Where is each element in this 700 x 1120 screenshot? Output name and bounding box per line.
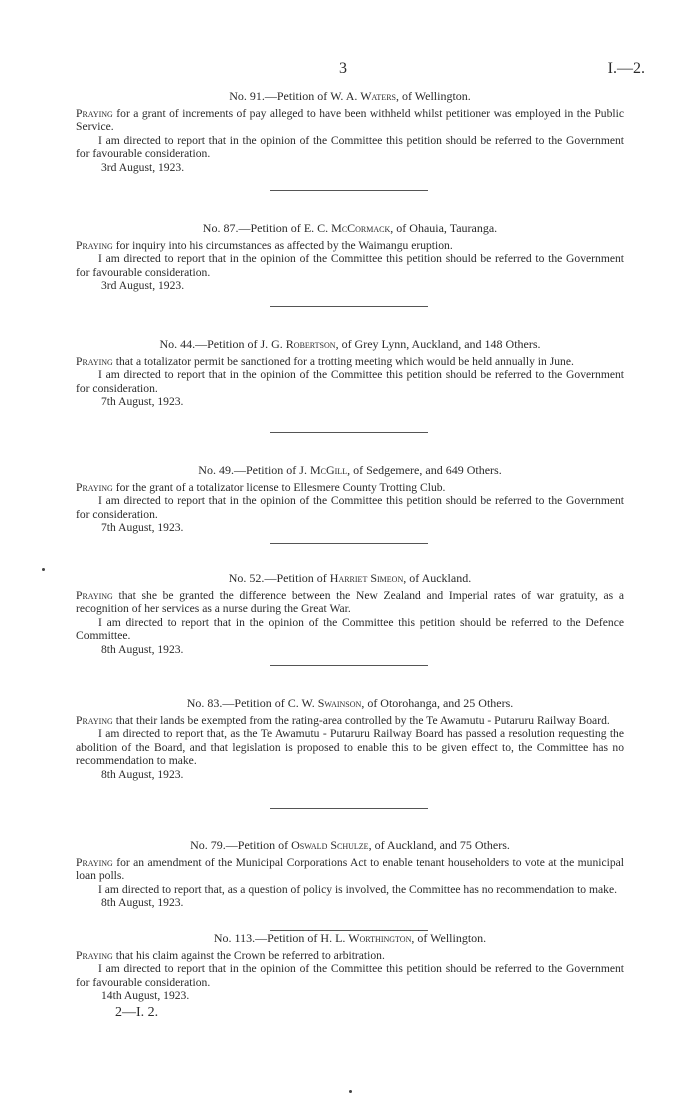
petition-report: I am directed to report that in the opinion of the Committee this petition should be referred to the Government for favourable consideration. bbox=[76, 962, 624, 989]
petition-prayer: Praying for an amendment of the Municipal Corporations Act to enable tenant householders to vote at the municipal loan polls. bbox=[76, 855, 624, 883]
page-number: 3 bbox=[339, 60, 347, 77]
section-divider bbox=[270, 665, 428, 666]
petition-date: 8th August, 1923. bbox=[101, 642, 184, 656]
petition-prayer: Praying for a grant of increments of pay alleged to have been withheld whilst petitioner was employed in the Public Service. bbox=[76, 106, 624, 134]
petition-heading: No. 52.—Petition of Harriet Simeon, of Auckland. bbox=[228, 571, 472, 585]
ink-speck bbox=[349, 1090, 352, 1093]
document-reference: I.—2. bbox=[607, 60, 645, 77]
petition-date: 8th August, 1923. bbox=[101, 896, 184, 910]
petition-date: 3rd August, 1923. bbox=[101, 160, 185, 174]
petition-entry bbox=[76, 572, 624, 657]
petition-date: 3rd August, 1923. bbox=[101, 279, 185, 293]
petition-date: 8th August, 1923. bbox=[101, 767, 184, 781]
petition-report: I am directed to report that, as the Te Awamutu - Putaruru Railway Board has passed a resolution requesting the abolition of the Board, and that legislation is proposed to enable this to be given effect to, the Committee has no recommendation to make. bbox=[76, 727, 624, 768]
petition-entry bbox=[76, 932, 624, 1003]
petition-report: I am directed to report that in the opinion of the Committee this petition should be referred to the Government for consideration. bbox=[76, 494, 624, 521]
section-divider bbox=[270, 432, 428, 433]
petition-heading: No. 87.—Petition of E. C. McCormack, of Ohauia, Tauranga. bbox=[202, 221, 498, 235]
petition-entry bbox=[76, 697, 624, 782]
petition-report: I am directed to report that in the opinion of the Committee this petition should be referred to the Government for consideration. bbox=[76, 368, 624, 395]
petition-prayer: Praying that a totalizator permit be sanctioned for a trotting meeting which would be held annually in June. bbox=[76, 354, 574, 368]
petition-report: I am directed to report that in the opinion of the Committee this petition should be referred to the Government for favourable consideration. bbox=[76, 133, 624, 161]
petition-report: I am directed to report that in the opinion of the Committee this petition should be referred to the Government for favourable consideration. bbox=[76, 252, 624, 279]
section-divider bbox=[270, 543, 428, 544]
petition-report: I am directed to report that, as a question of policy is involved, the Committee has no recommendation to make. bbox=[98, 882, 618, 896]
ink-speck bbox=[42, 568, 45, 571]
petition-heading: No. 113.—Petition of H. L. Worthington, of Wellington. bbox=[213, 931, 487, 945]
petition-entry bbox=[76, 338, 624, 409]
petition-date: 7th August, 1923. bbox=[101, 521, 184, 535]
petition-heading: No. 79.—Petition of Oswald Schulze, of Auckland, and 75 Others. bbox=[190, 838, 510, 852]
petition-prayer: Praying that she be granted the difference between the New Zealand and Imperial rates of war gratuity, as a recognition of her services as a nurse during the Great War. bbox=[76, 588, 624, 616]
petition-entry bbox=[76, 222, 624, 293]
signature-mark: 2—I. 2. bbox=[115, 1005, 159, 1020]
petition-date: 14th August, 1923. bbox=[101, 989, 190, 1003]
section-divider bbox=[270, 306, 428, 307]
petition-entry bbox=[76, 839, 624, 910]
petition-report: I am directed to report that in the opinion of the Committee this petition should be referred to the Defence Committee. bbox=[76, 615, 624, 643]
petition-prayer: Praying that his claim against the Crown be referred to arbitration. bbox=[76, 948, 385, 962]
section-divider bbox=[270, 808, 428, 809]
petition-prayer: Praying that their lands be exempted from the rating-area controlled by the Te Awamutu - Putaruru Railway Board. bbox=[76, 713, 610, 727]
petition-heading: No. 44.—Petition of J. G. Robertson, of Grey Lynn, Auckland, and 148 Others. bbox=[159, 337, 541, 351]
petition-entry bbox=[76, 90, 624, 175]
section-divider bbox=[270, 190, 428, 191]
petition-date: 7th August, 1923. bbox=[101, 395, 184, 409]
petition-heading: No. 91.—Petition of W. A. Waters, of Wellington. bbox=[229, 89, 471, 103]
petition-heading: No. 83.—Petition of C. W. Swainson, of Otorohanga, and 25 Others. bbox=[186, 696, 514, 710]
petition-heading: No. 49.—Petition of J. McGill, of Sedgemere, and 649 Others. bbox=[198, 463, 502, 477]
petition-entry bbox=[76, 464, 624, 535]
petition-prayer: Praying for inquiry into his circumstances as affected by the Waimangu eruption. bbox=[76, 238, 453, 252]
petition-prayer: Praying for the grant of a totalizator license to Ellesmere County Trotting Club. bbox=[76, 480, 446, 494]
